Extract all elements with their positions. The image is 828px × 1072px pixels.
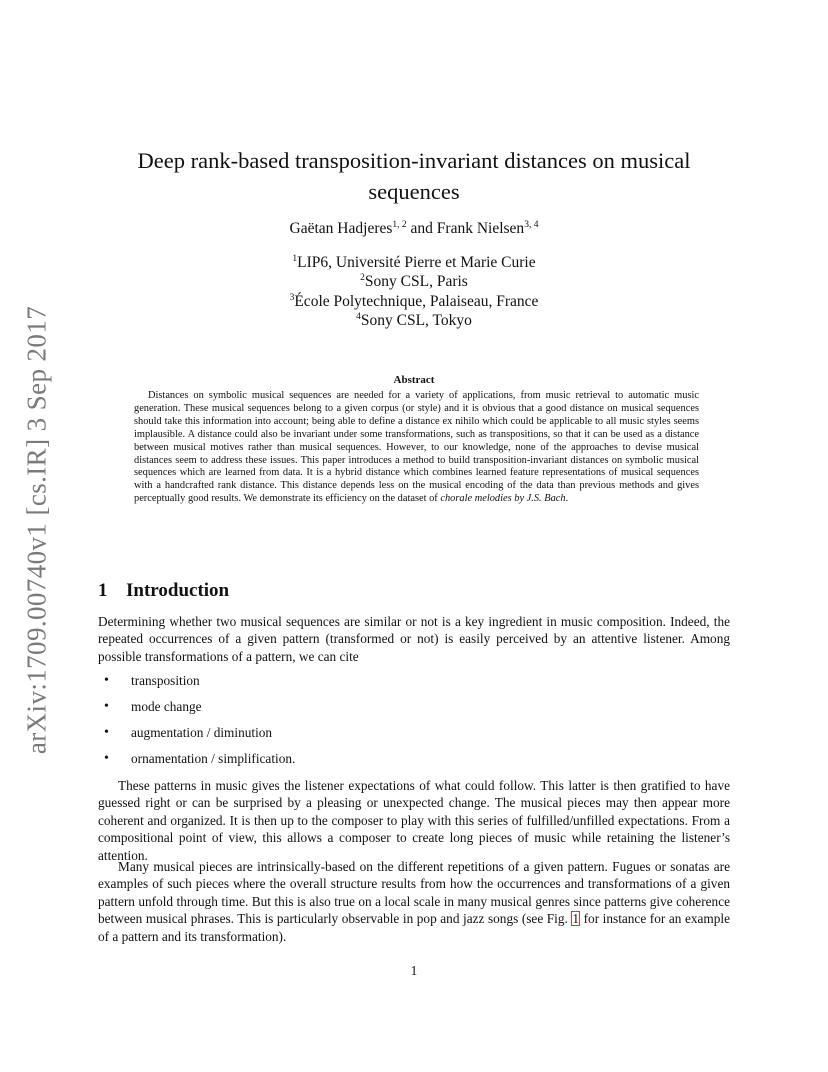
author-name: Frank Nielsen <box>436 220 525 237</box>
section-heading <box>98 580 229 602</box>
abstract-heading: Abstract <box>393 374 435 386</box>
section-title: Introduction <box>126 580 230 601</box>
author-list <box>100 220 728 238</box>
affiliation-item: $^4$Sony CSL, Tokyo <box>356 312 472 330</box>
abstract-text: Distances on symbolic musical sequences are needed for a variety of applications, from music retrieval to automatic music generation. These musical sequences belong to a given corpus (or style) and it is obvious that a good distance on musical sequences should take this information into account; being able to define a distance ex nihilo which could be applicable to all music styles seems implausible. A distance could also be invariant under some transformations, such as transpositions, so that it can be used as a distance between musical motives rather than musical sequences. However, to our knowledge, none of the approaches to devise musical distances seem to address these issues. This paper introduces a method to build transposition-invariant distances on symbolic musical sequences which are learned from data. It is a hybrid distance which combines learned feature representations of musical sequences with a handcrafted rank distance. This distance depends less on the musical encoding of the data than previous methods and gives perceptually good results. We demonstrate its efficiency on the dataset of chorale melodies by J.S. Bach. <box>134 390 699 505</box>
author-conjunction: and <box>406 220 437 237</box>
figure-reference-link[interactable]: 1 <box>572 911 580 927</box>
list-item: • transposition <box>98 672 295 698</box>
abstract-dataset-name: chorale melodies by J.S. Bach <box>440 493 566 505</box>
affiliation-item: $^1$LIP6, Université Pierre et Marie Curie <box>292 254 536 271</box>
list-item: • mode change <box>98 698 295 724</box>
author-name: Gaëtan Hadjeres <box>289 220 393 237</box>
paragraph: Determining whether two musical sequences are similar or not is a key ingredient in music composition. Indeed, the repeated occurrences of a given pattern (transformed or not) is easily perceived by an attentive listener. Among possible transformations of a pattern, we can cite <box>98 614 730 664</box>
affiliation-item: $^3$École Polytechnique, Palaiseau, France <box>289 292 539 310</box>
arxiv-id-text: arXiv:1709.00740v1 [cs.IR] 3 Sep 2017 <box>21 305 52 755</box>
affiliation-list <box>100 253 728 331</box>
author-affil-marker: 3, 4 <box>524 220 539 230</box>
section-number: 1 <box>98 580 108 601</box>
list-item: • ornamentation / simplification. <box>98 750 295 776</box>
author-affil-marker: 1, 2 <box>392 220 407 230</box>
paragraph: Many musical pieces are intrinsically-based on the different repetitions of a given pattern. Fugues or sonatas are examples of such pieces where the overall structure results from how the occurrences and transformations of a given pattern unfold through time. But this is also true on a local scale in many musical genres since patterns give coherence between musical phrases. This is particularly observable in pop and jazz songs (see Fig. 1 for instance for an example of a pattern and its transformation). <box>98 859 730 944</box>
bullet-list <box>98 672 295 776</box>
arxiv-identifier <box>17 300 57 760</box>
page-number: 1 <box>410 963 418 978</box>
list-item: • augmentation / diminution <box>98 724 295 750</box>
paper-title: Deep rank-based transposition-invariant distances on musical sequences <box>137 148 691 204</box>
paragraph: These patterns in music gives the listener expectations of what could follow. This latter is then gratified to have guessed right or can be surprised by a pleasing or unexpected change. The musical pieces may then appear more coherent and organized. It is then up to the composer to play with this series of fulfilled/unfilled expectations. From a compositional point of view, this allows a composer to create long pieces of music while retaining the listener’s attention. <box>98 778 730 863</box>
affiliation-item: $^2$Sony CSL, Paris <box>360 273 468 291</box>
